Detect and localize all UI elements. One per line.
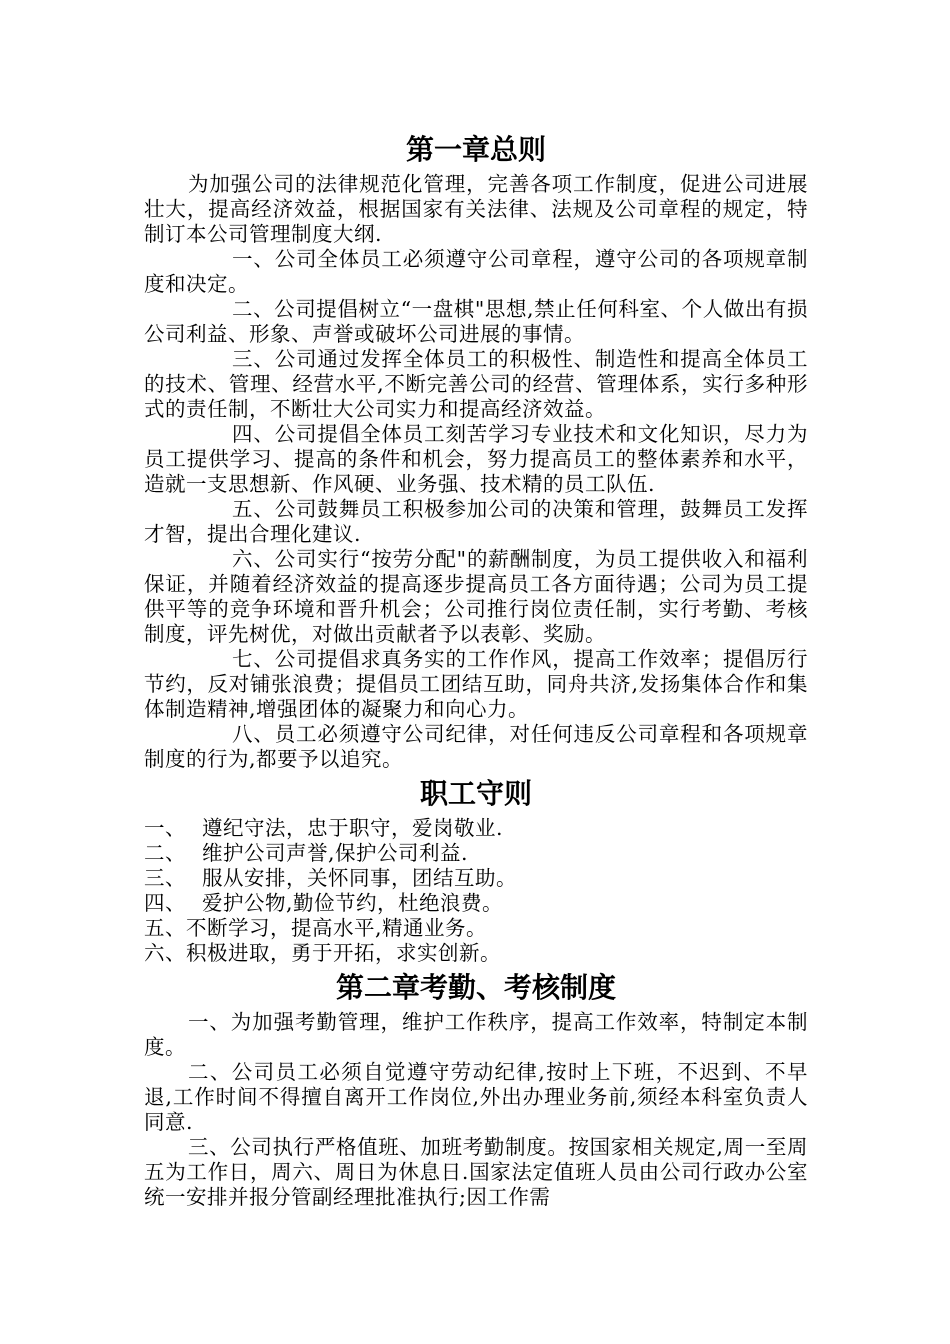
rule-item — [144, 891, 808, 916]
rule-text: 爱护公物,勤俭节约，杜绝浪费。 — [202, 891, 504, 915]
chapter1-item-6: 六、公司实行“按劳分配"的薪酬制度，为员工提供收入和福利保证，并随着经济效益的提高逐步提高员工各方面待遇；公司为员工提供平等的竞争环境和晋升机会；公司推行岗位责任制，实行考勤、考核制度，评先树优，对做出贡献者予以表彰、奖励。 — [144, 547, 808, 646]
rule-number: 四、 — [144, 891, 186, 915]
rule-text: 遵纪守法，忠于职守，爱岗敬业. — [202, 816, 504, 840]
rules-title: 职工守则 — [419, 777, 532, 810]
rule-text: 维护公司声誉,保护公司利益. — [202, 841, 469, 865]
rule-number: 三、 — [144, 866, 186, 890]
rule-number: 六、 — [144, 941, 186, 965]
chapter1-title: 第一章总则 — [405, 133, 546, 166]
rule-item — [144, 816, 808, 841]
chapter1-item-7: 七、公司提倡求真务实的工作作风，提高工作效率；提倡厉行节约，反对铺张浪费；提倡员工团结互助，同舟共济,发扬集体合作和集体制造精神,增强团体的凝聚力和向心力。 — [144, 647, 808, 721]
rule-item — [144, 866, 808, 891]
chapter1-item-5: 五、公司鼓舞员工积极参加公司的决策和管理，鼓舞员工发挥才智，提出合理化建议. — [144, 497, 808, 546]
rule-item — [144, 941, 808, 966]
chapter1-item-8: 八、员工必须遵守公司纪律，对任何违反公司章程和各项规章制度的行为,都要予以追究。 — [144, 722, 808, 771]
rule-text: 积极进取，勇于开拓，求实创新。 — [186, 941, 501, 965]
chapter2-item-3: 三、公司执行严格值班、加班考勤制度。按国家相关规定,周一至周五为工作日，周六、周日为休息日.国家法定值班人员由公司行政办公室统一安排并报分管副经理批准执行;因工作需 — [144, 1135, 808, 1209]
chapter2-item-2: 二、公司员工必须自觉遵守劳动纪律,按时上下班，不迟到、不早退,工作时间不得擅自离开工作岗位,外出办理业务前,须经本科室负责人同意. — [144, 1060, 808, 1134]
rule-item — [144, 916, 808, 941]
rule-text: 不断学习，提高水平,精通业务。 — [186, 916, 488, 940]
chapter1-item-2: 二、公司提倡树立“一盘棋"思想,禁止任何科室、个人做出有损公司利益、形象、声誉或破坏公司进展的事情。 — [144, 297, 808, 346]
rules-list — [144, 816, 808, 966]
chapter1-item-3: 三、公司通过发挥全体员工的积极性、制造性和提高全体员工的技术、管理、经营水平,不断完善公司的经营、管理体系，实行多种形式的责任制，不断壮大公司实力和提高经济效益。 — [144, 347, 808, 421]
rule-item — [144, 841, 808, 866]
chapter2-item-1: 一、为加强考勤管理，维护工作秩序，提高工作效率，特制定本制度。 — [144, 1010, 808, 1059]
rule-number: 五、 — [144, 916, 186, 940]
chapter2-title: 第二章考勤、考核制度 — [335, 971, 616, 1004]
document-page — [144, 128, 808, 1210]
rule-number: 二、 — [144, 841, 186, 865]
rule-number: 一、 — [144, 816, 186, 840]
chapter1-item-1: 一、公司全体员工必须遵守公司章程，遵守公司的各项规章制度和决定。 — [144, 247, 808, 296]
chapter1-item-4: 四、公司提倡全体员工刻苦学习专业技术和文化知识，尽力为员工提供学习、提高的条件和机会，努力提高员工的整体素养和水平，造就一支思想新、作风硬、业务强、技术精的员工队伍. — [144, 422, 808, 496]
chapter1-intro: 为加强公司的法律规范化管理，完善各项工作制度，促进公司进展壮大，提高经济效益，根据国家有关法律、法规及公司章程的规定，特制订本公司管理制度大纲. — [144, 172, 808, 246]
rule-text: 服从安排，关怀同事，团结互助。 — [202, 866, 517, 890]
